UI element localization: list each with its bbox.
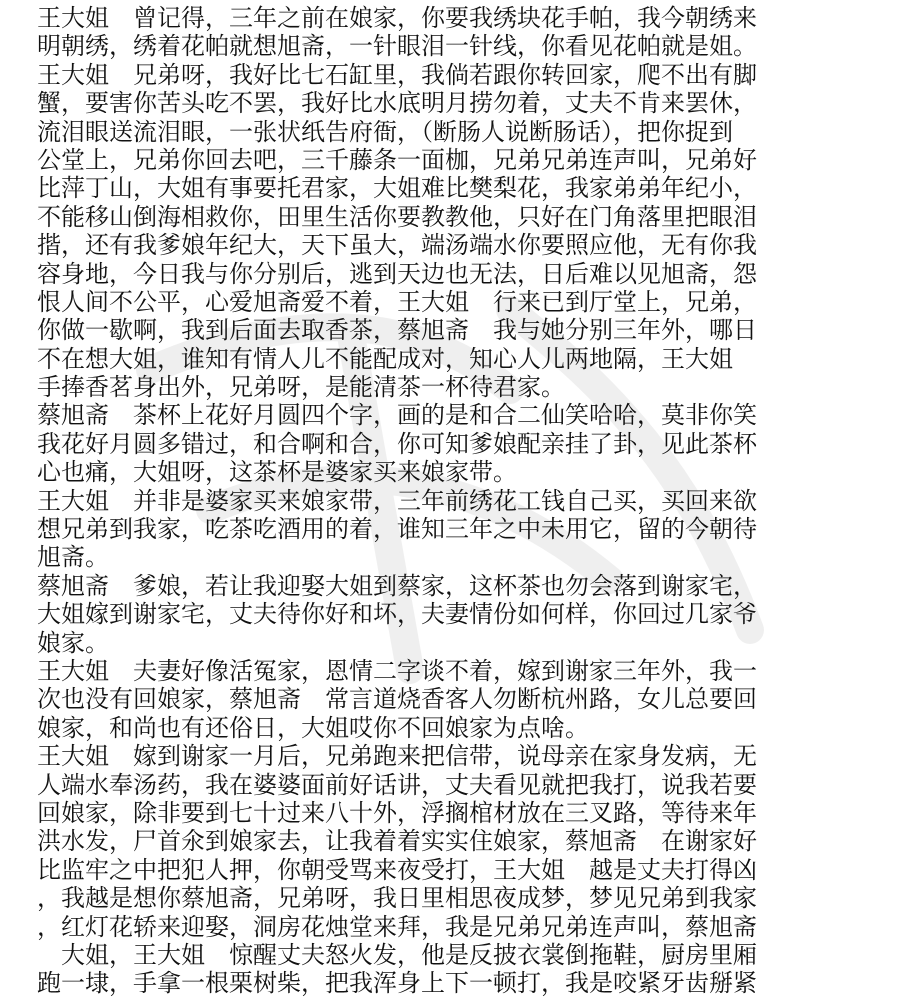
text-line: 不在想大姐，谁知有情人儿不能配成对，知心人儿两地隔，王大姐 bbox=[37, 344, 733, 373]
text-line: 王大姐 曾记得，三年之前在娘家，你要我绣块花手帕，我今朝绣来 bbox=[37, 4, 757, 32]
text-line: 回娘家，除非要到七十过来八十外，浮搁棺材放在三叉路，等待来年 bbox=[37, 798, 757, 827]
text-line: 娘家。 bbox=[37, 628, 109, 657]
text-line: 洪水发，尸首氽到娘家去，让我着着实实住娘家，蔡旭斋 在谢家好 bbox=[37, 827, 757, 856]
text-line: 你做一歇啊，我到后面去取香茶，蔡旭斋 我与她分别三年外，哪日 bbox=[37, 316, 757, 345]
text-line: 人端水奉汤药，我在婆婆面前好话讲，丈夫看见就把我打，说我若要 bbox=[37, 770, 757, 799]
text-line: 我花好月圆多错过，和合啊和合，你可知爹娘配亲挂了卦，见此茶杯 bbox=[37, 429, 757, 458]
text-line: 公堂上，兄弟你回去吧，三千藤条一面枷，兄弟兄弟连声叫，兄弟好 bbox=[37, 145, 757, 174]
text-line: 容身地，今日我与你分别后，逃到天边也无法，日后难以见旭斋，怨 bbox=[37, 259, 757, 288]
text-line: 跑一埭，手拿一根栗树柴，把我浑身上下一顿打，我是咬紧牙齿掰紧 bbox=[37, 969, 757, 998]
text-line: 手捧香茗身出外，兄弟呀，是能清茶一杯待君家。 bbox=[37, 373, 565, 402]
text-line: 比监牢之中把犯人押，你朝受骂来夜受打，王大姐 越是丈夫打得凶 bbox=[37, 855, 757, 884]
text-line: 想兄弟到我家，吃茶吃酒用的着，谁知三年之中未用它，留的今朝待 bbox=[37, 515, 757, 544]
text-line: 蔡旭斋 茶杯上花好月圆四个字，画的是和合二仙笑哈哈，莫非你笑 bbox=[37, 401, 757, 430]
text-line: 不能移山倒海相救你，田里生活你要教教他，只好在门角落里把眼泪 bbox=[37, 202, 757, 231]
text-line: 王大姐 夫妻好像活冤家，恩情二字谈不着，嫁到谢家三年外，我一 bbox=[37, 656, 757, 685]
text-line: ，我越是想你蔡旭斋，兄弟呀，我日里相思夜成梦，梦见兄弟到我家 bbox=[37, 884, 757, 913]
text-line: 王大姐 并非是婆家买来娘家带，三年前绣花工钱自己买，买回来欲 bbox=[37, 486, 757, 515]
text-line: 明朝绣，绣着花帕就想旭斋，一针眼泪一针线，你看见花帕就是姐。 bbox=[37, 32, 757, 61]
text-line: 流泪眼送流泪眼，一张状纸告府衙，（断肠人说断肠话），把你捉到 bbox=[37, 117, 733, 146]
text-line: 大姐嫁到谢家宅，丈夫待你好和坏，夫妻情份如何样，你回过几家爷 bbox=[37, 600, 757, 629]
text-line: 揩，还有我爹娘年纪大，天下虽大，端汤端水你要照应他，无有你我 bbox=[37, 231, 757, 260]
text-line: 大姐，王大姐 惊醒丈夫怒火发，他是反披衣裳倒拖鞋，厨房里厢 bbox=[37, 940, 757, 969]
text-line: 旭斋。 bbox=[37, 543, 109, 572]
text-line: 王大姐 嫁到谢家一月后，兄弟跑来把信带，说母亲在家身发病，无 bbox=[37, 742, 757, 771]
text-line: 王大姐 兄弟呀，我好比七石缸里，我倘若跟你转回家，爬不出有脚 bbox=[37, 60, 757, 89]
text-line: 心也痛，大姐呀，这茶杯是婆家买来娘家带。 bbox=[37, 458, 517, 487]
text-line: 比萍丁山，大姐有事要托君家，大姐难比樊梨花，我家弟弟年纪小， bbox=[37, 174, 757, 203]
text-line: 蟹，要害你苦头吃不罢，我好比水底明月捞勿着，丈夫不肯来罢休， bbox=[37, 89, 757, 118]
text-line: 娘家，和尚也有还俗日，大姐哎你不回娘家为点啥。 bbox=[37, 713, 589, 742]
text-line: 次也没有回娘家，蔡旭斋 常言道烧香客人勿断杭州路，女儿总要回 bbox=[37, 685, 757, 714]
text-line: 蔡旭斋 爹娘，若让我迎娶大姐到蔡家，这杯茶也勿会落到谢家宅， bbox=[37, 571, 757, 600]
text-line: ，红灯花轿来迎娶，洞房花烛堂来拜，我是兄弟兄弟连声叫，蔡旭斋 bbox=[37, 912, 757, 941]
document-text bbox=[37, 4, 877, 998]
text-line: 恨人间不公平，心爱旭斋爱不着，王大姐 行来已到厅堂上，兄弟， bbox=[37, 287, 757, 316]
